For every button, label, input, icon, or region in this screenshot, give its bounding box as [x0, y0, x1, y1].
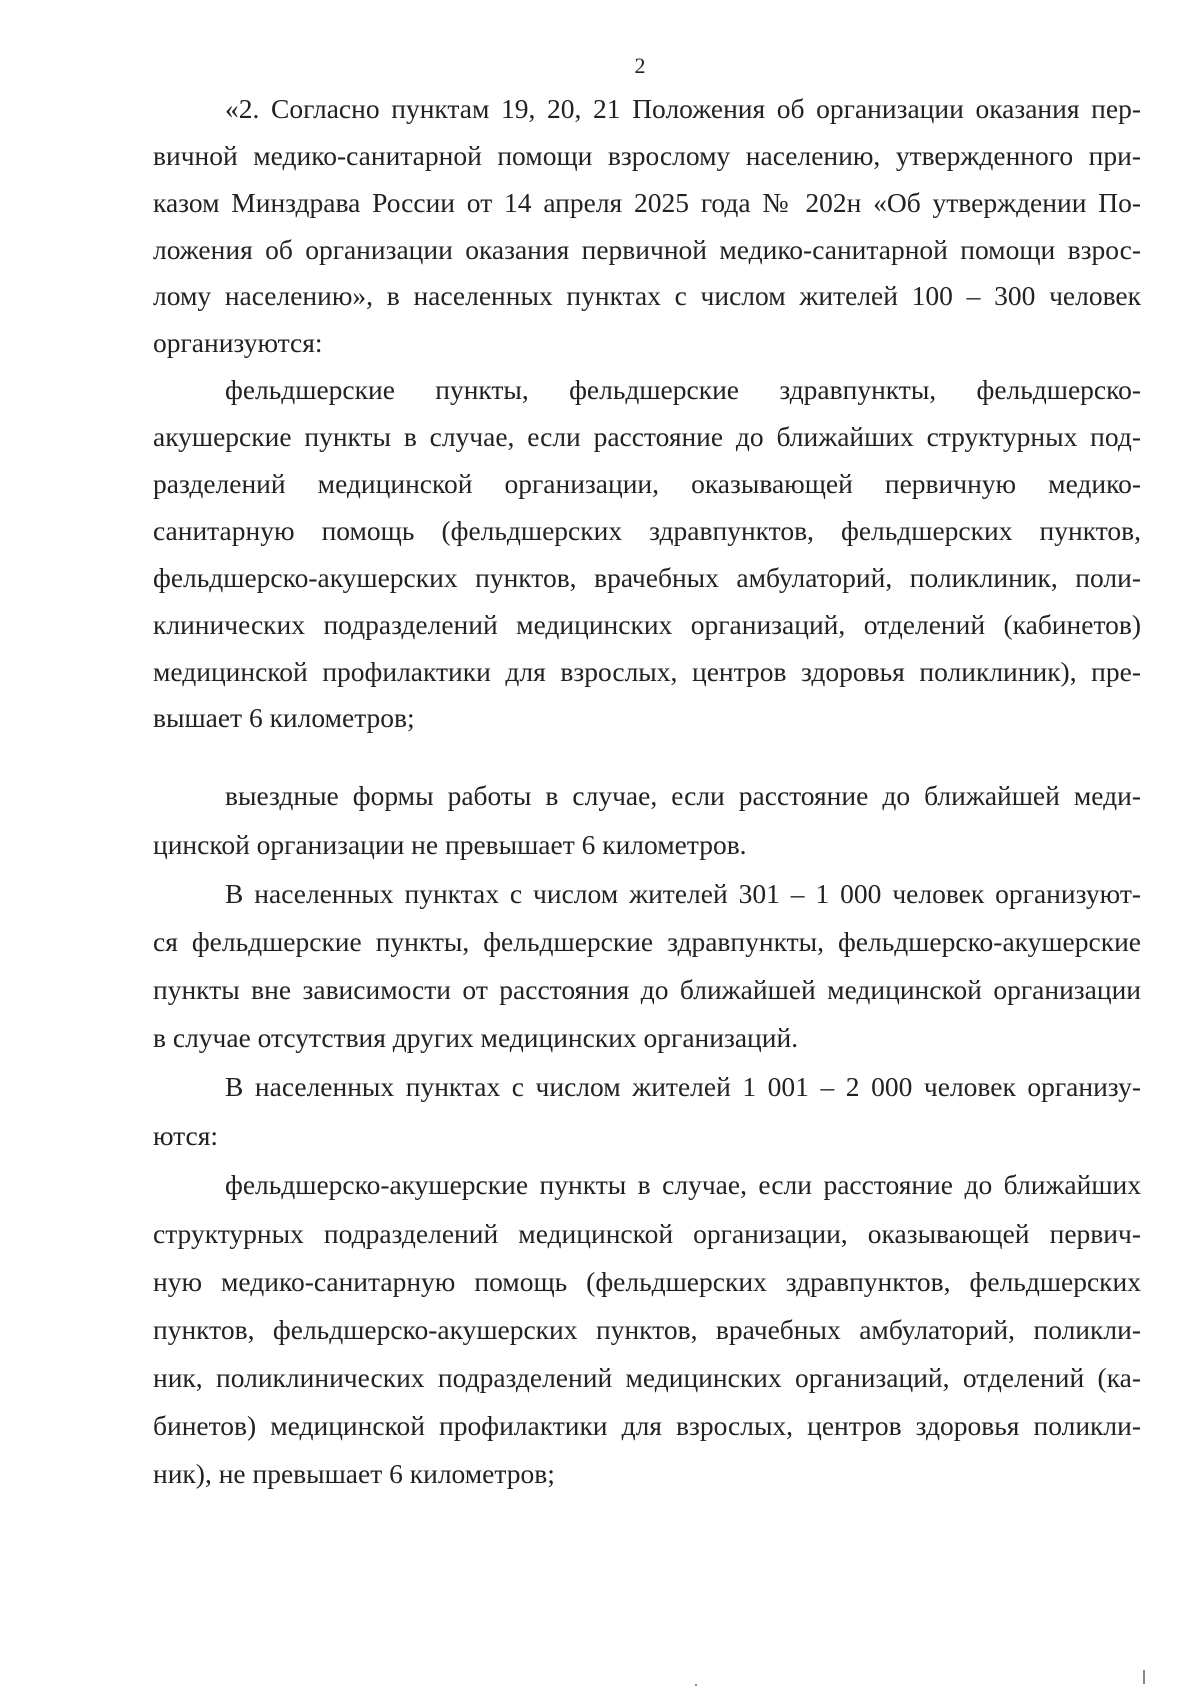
text-line: выездные формы работы в случае, если расстояние до ближайшей меди- [225, 780, 1141, 811]
text-line: акушерские пункты в случае, если расстояние до ближайших структурных под- [153, 421, 1141, 452]
text-line: ник), не превышает 6 километров; [153, 1458, 555, 1489]
text-line: организуются: [153, 327, 323, 358]
text-line: ник, поликлинических подразделений медицинских организаций, отделений (ка- [153, 1362, 1141, 1393]
text-line: цинской организации не превышает 6 километров. [153, 829, 747, 860]
text-line: лому населению», в населенных пунктах с числом жителей 100 – 300 человек [153, 280, 1141, 311]
text-line: ную медико-санитарную помощь (фельдшерских здравпунктов, фельдшерских [153, 1266, 1141, 1297]
text-line: фельдшерско-акушерских пунктов, врачебных амбулаторий, поликлиник, поли- [153, 562, 1141, 593]
text-line: бинетов) медицинской профилактики для взрослых, центров здоровья поликли- [153, 1410, 1141, 1441]
text-line: структурных подразделений медицинской организации, оказывающей первич- [153, 1218, 1141, 1249]
text-line: санитарную помощь (фельдшерских здравпунктов, фельдшерских пунктов, [153, 515, 1141, 546]
text-line: В населенных пунктах с числом жителей 301 – 1 000 человек организуют- [225, 878, 1141, 909]
text-line: разделений медицинской организации, оказывающей первичную медико- [153, 468, 1141, 499]
text-line: В населенных пунктах с числом жителей 1 001 – 2 000 человек организу- [225, 1071, 1141, 1102]
text-line: вышает 6 километров; [153, 702, 415, 733]
text-line: пунктов, фельдшерско-акушерских пунктов, врачебных амбулаторий, поликли- [153, 1314, 1141, 1345]
text-line: клинических подразделений медицинских организаций, отделений (кабинетов) [153, 609, 1141, 640]
text-line: ся фельдшерские пункты, фельдшерские здравпункты, фельдшерско-акушерские [153, 926, 1141, 957]
text-line: фельдшерские пункты, фельдшерские здравпункты, фельдшерско- [225, 374, 1141, 405]
scan-speck [1143, 1670, 1145, 1684]
text-line: ются: [153, 1120, 219, 1151]
text-line: в случае отсутствия других медицинских организаций. [153, 1022, 799, 1053]
page-number: 2 [634, 53, 646, 78]
text-line: «2. Согласно пунктам 19, 20, 21 Положения об организации оказания пер- [225, 93, 1141, 124]
text-line: казом Минздрава России от 14 апреля 2025 года № 202н «Об утверждении По- [153, 187, 1141, 218]
text-line: фельдшерско-акушерские пункты в случае, если расстояние до ближайших [225, 1169, 1141, 1200]
text-line: ложения об организации оказания первичной медико-санитарной помощи взрос- [153, 234, 1141, 265]
text-line: вичной медико-санитарной помощи взрослому населению, утвержденного при- [153, 140, 1141, 171]
text-line: медицинской профилактики для взрослых, центров здоровья поликлиник), пре- [153, 656, 1141, 687]
text-line: пункты вне зависимости от расстояния до ближайшей медицинской организации [153, 974, 1141, 1005]
scan-speck [695, 1684, 697, 1686]
